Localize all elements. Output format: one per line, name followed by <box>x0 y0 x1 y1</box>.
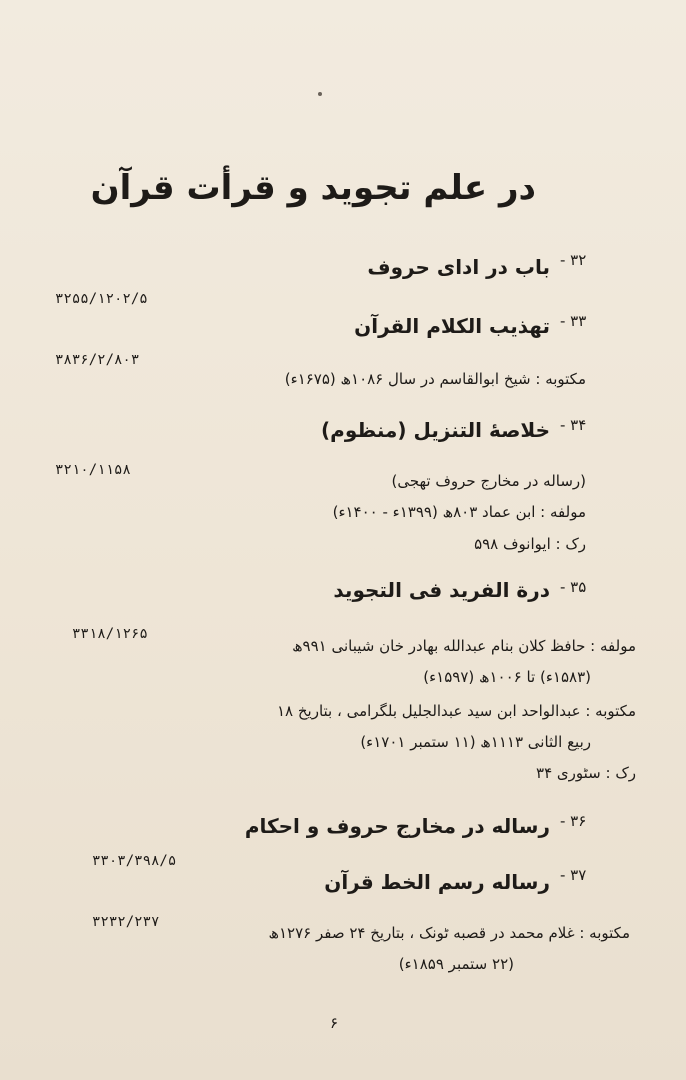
entry-detail-line: مکتوبه : غلام محمد در قصبه ٹونک ، بتاریخ ۲۴ صفر ۱۲۷۶ھ <box>268 924 630 942</box>
entry-title: رساله در مخارج حروف و احکام <box>244 814 550 838</box>
entry-detail-line: مکتوبه : شیخ ابوالقاسم در سال ۱۰۸۶ھ (۱۶۷۵ء) <box>284 370 586 388</box>
entry-title: تهذیب الکلام القرآن <box>354 314 550 338</box>
entry-detail-line: رک : سٹوری ۳۴ <box>536 764 636 782</box>
entry-detail-line: مکتوبه : عبدالواحد ابن سید عبدالجلیل بلگرامی ، بتاریخ ۱۸ <box>276 702 636 720</box>
entry-number: - ۳۴ <box>560 416 587 434</box>
catalog-reference: ۳۸۳۶/۲/۸۰۳ <box>55 352 140 368</box>
catalog-reference: ۳۳۰۳/۳۹۸/۵ <box>92 853 177 869</box>
catalog-reference: ۳۳۱۸/۱۲۶۵ <box>72 626 148 642</box>
entry-title: خلاصهٔ التنزیل (منظوم) <box>321 418 550 442</box>
entry-detail-line: (۱۵۸۳ء) تا ۱۰۰۶ھ (۱۵۹۷ء) <box>423 668 591 686</box>
entry-title: رساله رسم الخط قرآن <box>324 870 550 894</box>
entry-detail-line: (رساله در مخارج حروف تهجی) <box>391 472 586 490</box>
entry-number: - ۳۲ <box>560 251 587 269</box>
entry-detail-line: رک : ایوانوف ۵۹۸ <box>474 535 586 553</box>
entry-number: - ۳۵ <box>560 578 587 596</box>
entry-detail-line: (۲۲ ستمبر ۱۸۵۹ء) <box>398 955 514 973</box>
entry-detail-line: مولفه : حافظ کلان بنام عبدالله بهادر خان شیبانی ۹۹۱ھ <box>292 637 636 655</box>
catalog-reference: ۳۲۳۲/۲۳۷ <box>92 914 160 930</box>
page-mark <box>318 92 322 96</box>
entry-title: باب در ادای حروف <box>367 255 550 279</box>
page-title: در علم تجوید و قرأت قرآن <box>90 168 536 208</box>
catalog-reference: ۳۲۵۵/۱۲۰۲/۵ <box>55 291 148 307</box>
entry-number: - ۳۶ <box>560 812 587 830</box>
entry-detail-line: ربیع الثانی ۱۱۱۳ھ (۱۱ ستمبر ۱۷۰۱ء) <box>360 733 591 751</box>
page-number: ۶ <box>330 1014 339 1032</box>
entry-detail-line: مولفه : ابن عماد ۸۰۳ھ (۱۳۹۹ء - ۱۴۰۰ء) <box>332 503 586 521</box>
catalog-reference: ۳۲۱۰/۱۱۵۸ <box>55 462 131 478</box>
entry-number: - ۳۳ <box>560 312 587 330</box>
entry-title: درة الفرید فی التجوید <box>333 578 550 602</box>
entry-number: - ۳۷ <box>560 866 587 884</box>
